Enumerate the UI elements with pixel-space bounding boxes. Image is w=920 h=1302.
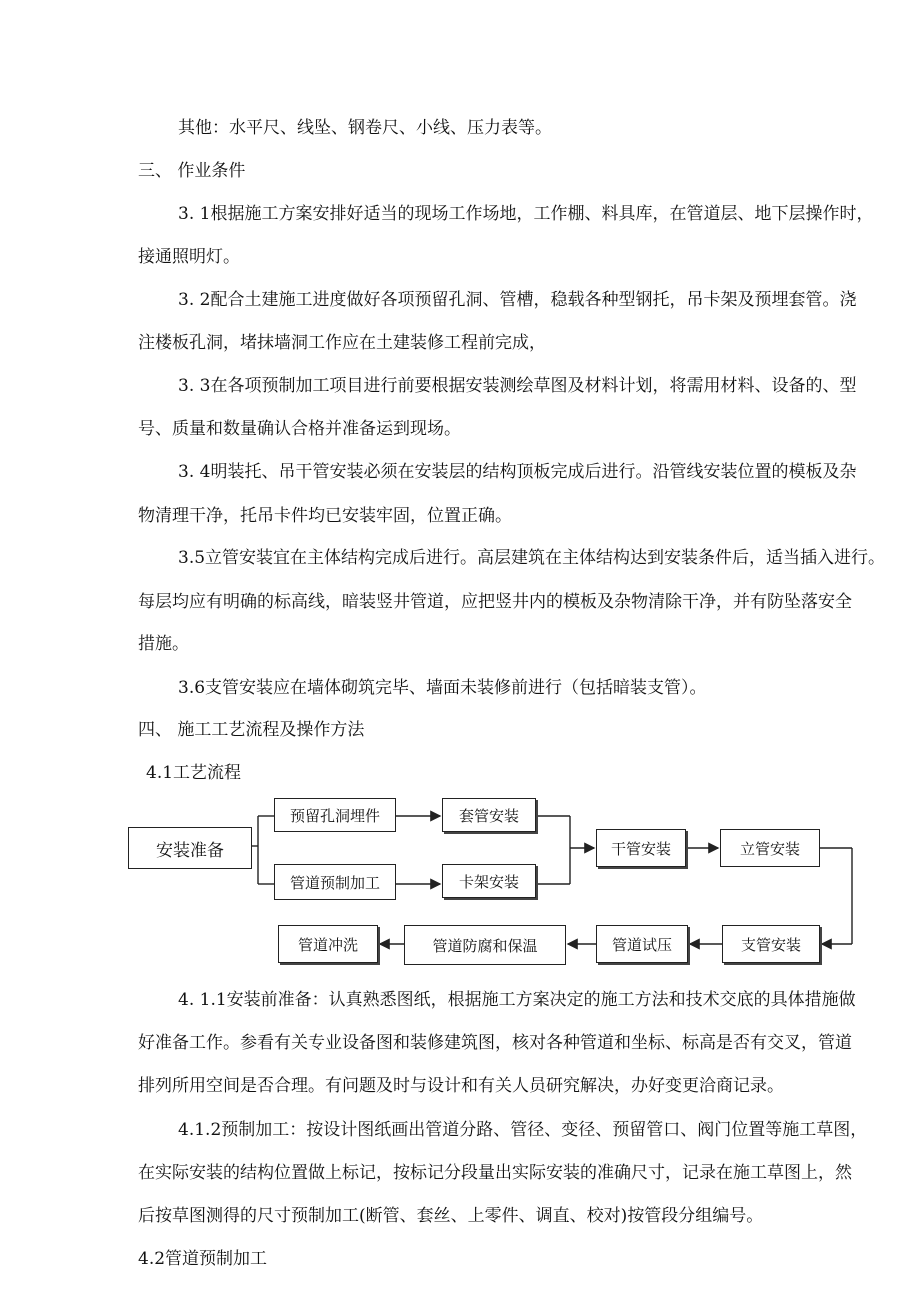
flow-step-prefab: 管道预制加工 [274, 864, 396, 900]
para-3-3-line-1: 3. 3在各项预制加工项目进行前要根据安装测绘草图及材料计划，将需用材料、设备的、型 [178, 376, 857, 396]
para-4-1-2-line-3: 后按草图测得的尺寸预制加工(断管、套丝、上零件、调直、校对)按管段分组编号。 [138, 1206, 764, 1226]
section-4-2-title: 4.2管道预制加工 [138, 1249, 268, 1269]
para-3-5-line-3: 措施。 [138, 634, 189, 654]
para-4-1-2-line-2: 在实际安装的结构位置做上标记，按标记分段量出实际安装的准确尺寸，记录在施工草图上，然 [138, 1163, 852, 1183]
para-3-2-line-1: 3. 2配合土建施工进度做好各项预留孔洞、管槽，稳载各种型钢托，吊卡架及预埋套管。浇 [178, 290, 857, 310]
para-3-1-line-1: 3. 1根据施工方案安排好适当的现场工作场地，工作棚、料具库，在管道层、地下层操作时， [178, 204, 874, 224]
flow-step-riser: 立管安装 [720, 829, 820, 867]
para-3-4-line-2: 物清理干净，托吊卡件均已安装牢固，位置正确。 [138, 506, 512, 526]
para-3-2-line-2: 注楼板孔洞，堵抹墙洞工作应在土建装修工程前完成， [138, 333, 546, 353]
para-3-1-line-2: 接通照明灯。 [138, 247, 240, 267]
flow-step-pressure-test: 管道试压 [596, 925, 688, 963]
other-tools-line: 其他：水平尺、线坠、钢卷尺、小线、压力表等。 [178, 118, 552, 138]
para-3-5-line-2: 每层均应有明确的标高线，暗装竖井管道，应把竖井内的模板及杂物清除干净，并有防坠落安全 [138, 592, 852, 612]
section-4-1-title: 4.1工艺流程 [146, 763, 242, 783]
flow-step-main-pipe: 干管安装 [596, 829, 686, 867]
flow-step-prep: 安装准备 [128, 827, 252, 869]
para-3-3-line-2: 号、质量和数量确认合格并准备运到现场。 [138, 419, 461, 439]
section-3-title: 三、 作业条件 [138, 161, 246, 181]
para-4-1-1-line-2: 好准备工作。参看有关专业设备图和装修建筑图，核对各种管道和坐标、标高是否有交叉，管道 [138, 1033, 852, 1053]
flow-step-reserve-holes: 预留孔洞埋件 [274, 798, 396, 832]
flow-step-bracket: 卡架安装 [442, 864, 536, 898]
section-4-title: 四、 施工工艺流程及操作方法 [138, 720, 365, 740]
para-3-4-line-1: 3. 4明装托、吊干管安装必须在安装层的结构顶板完成后进行。沿管线安装位置的模板及杂 [178, 462, 857, 482]
flow-step-branch: 支管安装 [722, 925, 820, 963]
flow-step-sleeve: 套管安装 [442, 798, 536, 832]
para-4-1-2-line-1: 4.1.2预制加工：按设计图纸画出管道分路、管径、变径、预留管口、阀门位置等施工草图， [178, 1120, 868, 1140]
para-4-1-1-line-3: 排列所用空间是否合理。有问题及时与设计和有关人员研究解决，办好变更洽商记录。 [138, 1076, 784, 1096]
para-3-5-line-1: 3.5立管安装宜在主体结构完成后进行。高层建筑在主体结构达到安装条件后，适当插入进行。 [178, 548, 886, 568]
para-3-6: 3.6支管安装应在墙体砌筑完毕、墙面未装修前进行（包括暗装支管）。 [178, 678, 707, 698]
flow-step-flush: 管道冲洗 [278, 925, 378, 963]
para-4-1-1-line-1: 4. 1.1安装前准备：认真熟悉图纸，根据施工方案决定的施工方法和技术交底的具体措施做 [178, 990, 856, 1010]
flow-step-anticorrosion: 管道防腐和保温 [404, 925, 566, 965]
